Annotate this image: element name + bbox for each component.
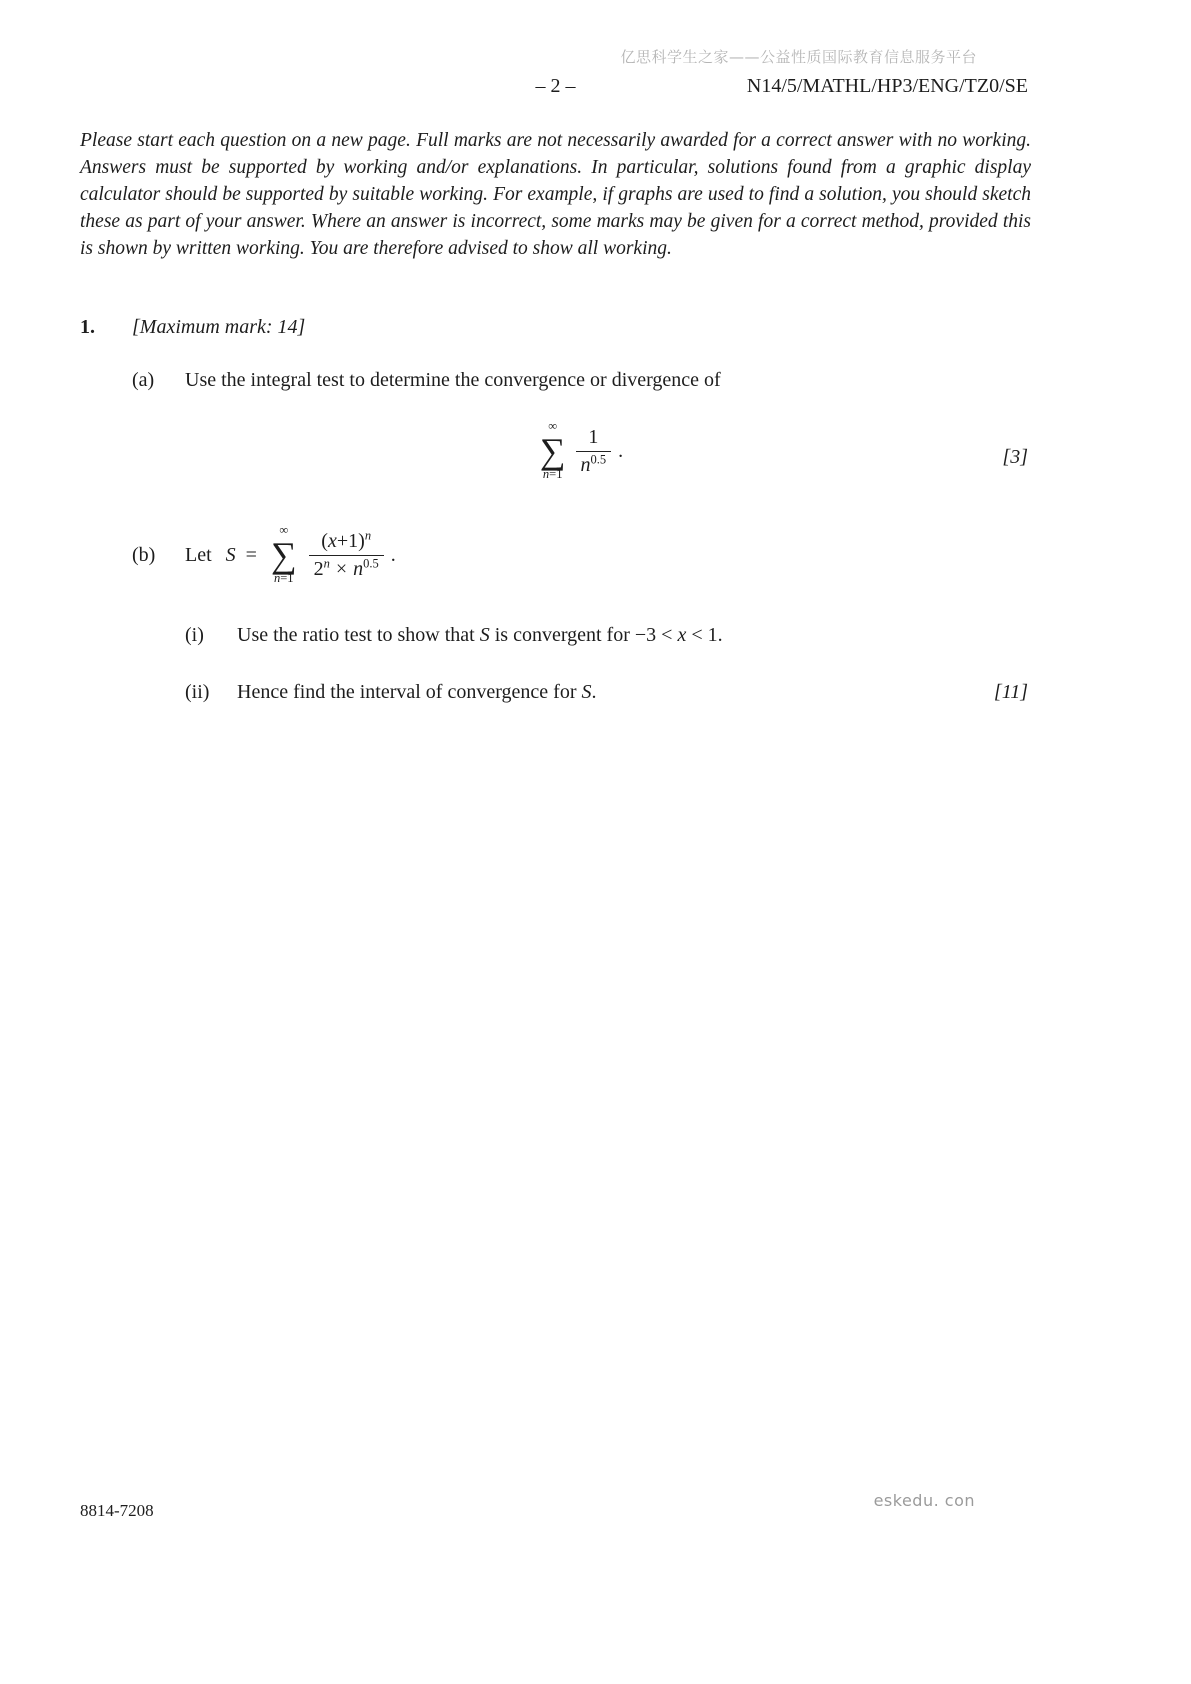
series-variable: S: [479, 624, 490, 646]
question-number: 1.: [80, 316, 95, 338]
question-header: [80, 316, 305, 339]
formula-b-period: .: [390, 543, 396, 566]
sub-ii-text: Hence find the interval of convergence for S.: [237, 681, 597, 703]
sum-b-upper-limit: ∞: [279, 523, 289, 538]
part-b: [132, 521, 396, 589]
sub-i-label: (i): [185, 624, 204, 646]
part-a-marks: [3]: [1002, 446, 1028, 468]
fraction-a: [576, 425, 612, 478]
formula-a-period: .: [618, 439, 624, 462]
top-watermark: 亿思科学生之家——公益性质国际教育信息服务平台: [620, 48, 977, 66]
multiplication-sign: ×: [335, 557, 348, 580]
summation-a: [538, 420, 568, 482]
series-variable: S: [581, 681, 592, 703]
paper-code: N14/5/MATHL/HP3/ENG/TZ0/SE: [746, 75, 1028, 97]
inequality: −3 < x < 1: [634, 624, 718, 646]
footer-paper-code: 8814-7208: [80, 1501, 154, 1520]
part-b-marks: [11]: [993, 681, 1028, 703]
sum-b-lower-limit: n=1: [273, 571, 294, 586]
sigma-icon: ∑: [270, 534, 297, 575]
part-a: [132, 369, 721, 392]
page-number: – 2 –: [535, 75, 576, 97]
part-b-lead: Let: [185, 543, 212, 566]
bottom-watermark: eskedu. con: [873, 1491, 975, 1510]
fraction-a-numerator: 1: [588, 425, 599, 448]
part-b-sub-ii: [185, 681, 596, 704]
fraction-b: [309, 529, 384, 582]
fraction-a-denominator: $n^{0.5}$: [576, 451, 612, 478]
sum-a-lower-limit: n=1: [542, 467, 563, 482]
part-b-label: (b): [132, 543, 156, 566]
part-b-sub-i: [185, 624, 723, 647]
part-a-label: (a): [132, 369, 155, 391]
part-a-text: Use the integral test to determine the convergence or divergence of: [185, 369, 721, 391]
series-variable: S: [225, 543, 236, 566]
equals-sign: =: [245, 543, 257, 566]
maximum-mark: [Maximum mark: 14]: [132, 316, 306, 338]
sub-i-text: Use the ratio test to show that S is convergent for −3 < x < 1.: [237, 624, 723, 646]
formula-a: [80, 416, 1031, 486]
fraction-b-denominator: $2^n \times n^{0.5}$: [309, 555, 384, 582]
sub-ii-label: (ii): [185, 681, 210, 703]
sum-a-upper-limit: ∞: [548, 419, 558, 434]
instructions-paragraph: Please start each question on a new page. Full marks are not necessarily awarded for a correct answer with no working. Answers must be supported by working and/or explanations. In particular, solutions found from a graphic display calculator should be supported by suitable working. For example, if graphs are used to find a solution, you should sketch these as part of your answer. Where an answer is incorrect, some marks may be given for a correct method, provided this is shown by written working. You are therefore advised to show all working.: [80, 130, 1031, 259]
sigma-icon: ∑: [539, 430, 566, 471]
summation-b: [269, 524, 299, 586]
fraction-b-numerator: $(x+1)^n$: [321, 527, 372, 552]
